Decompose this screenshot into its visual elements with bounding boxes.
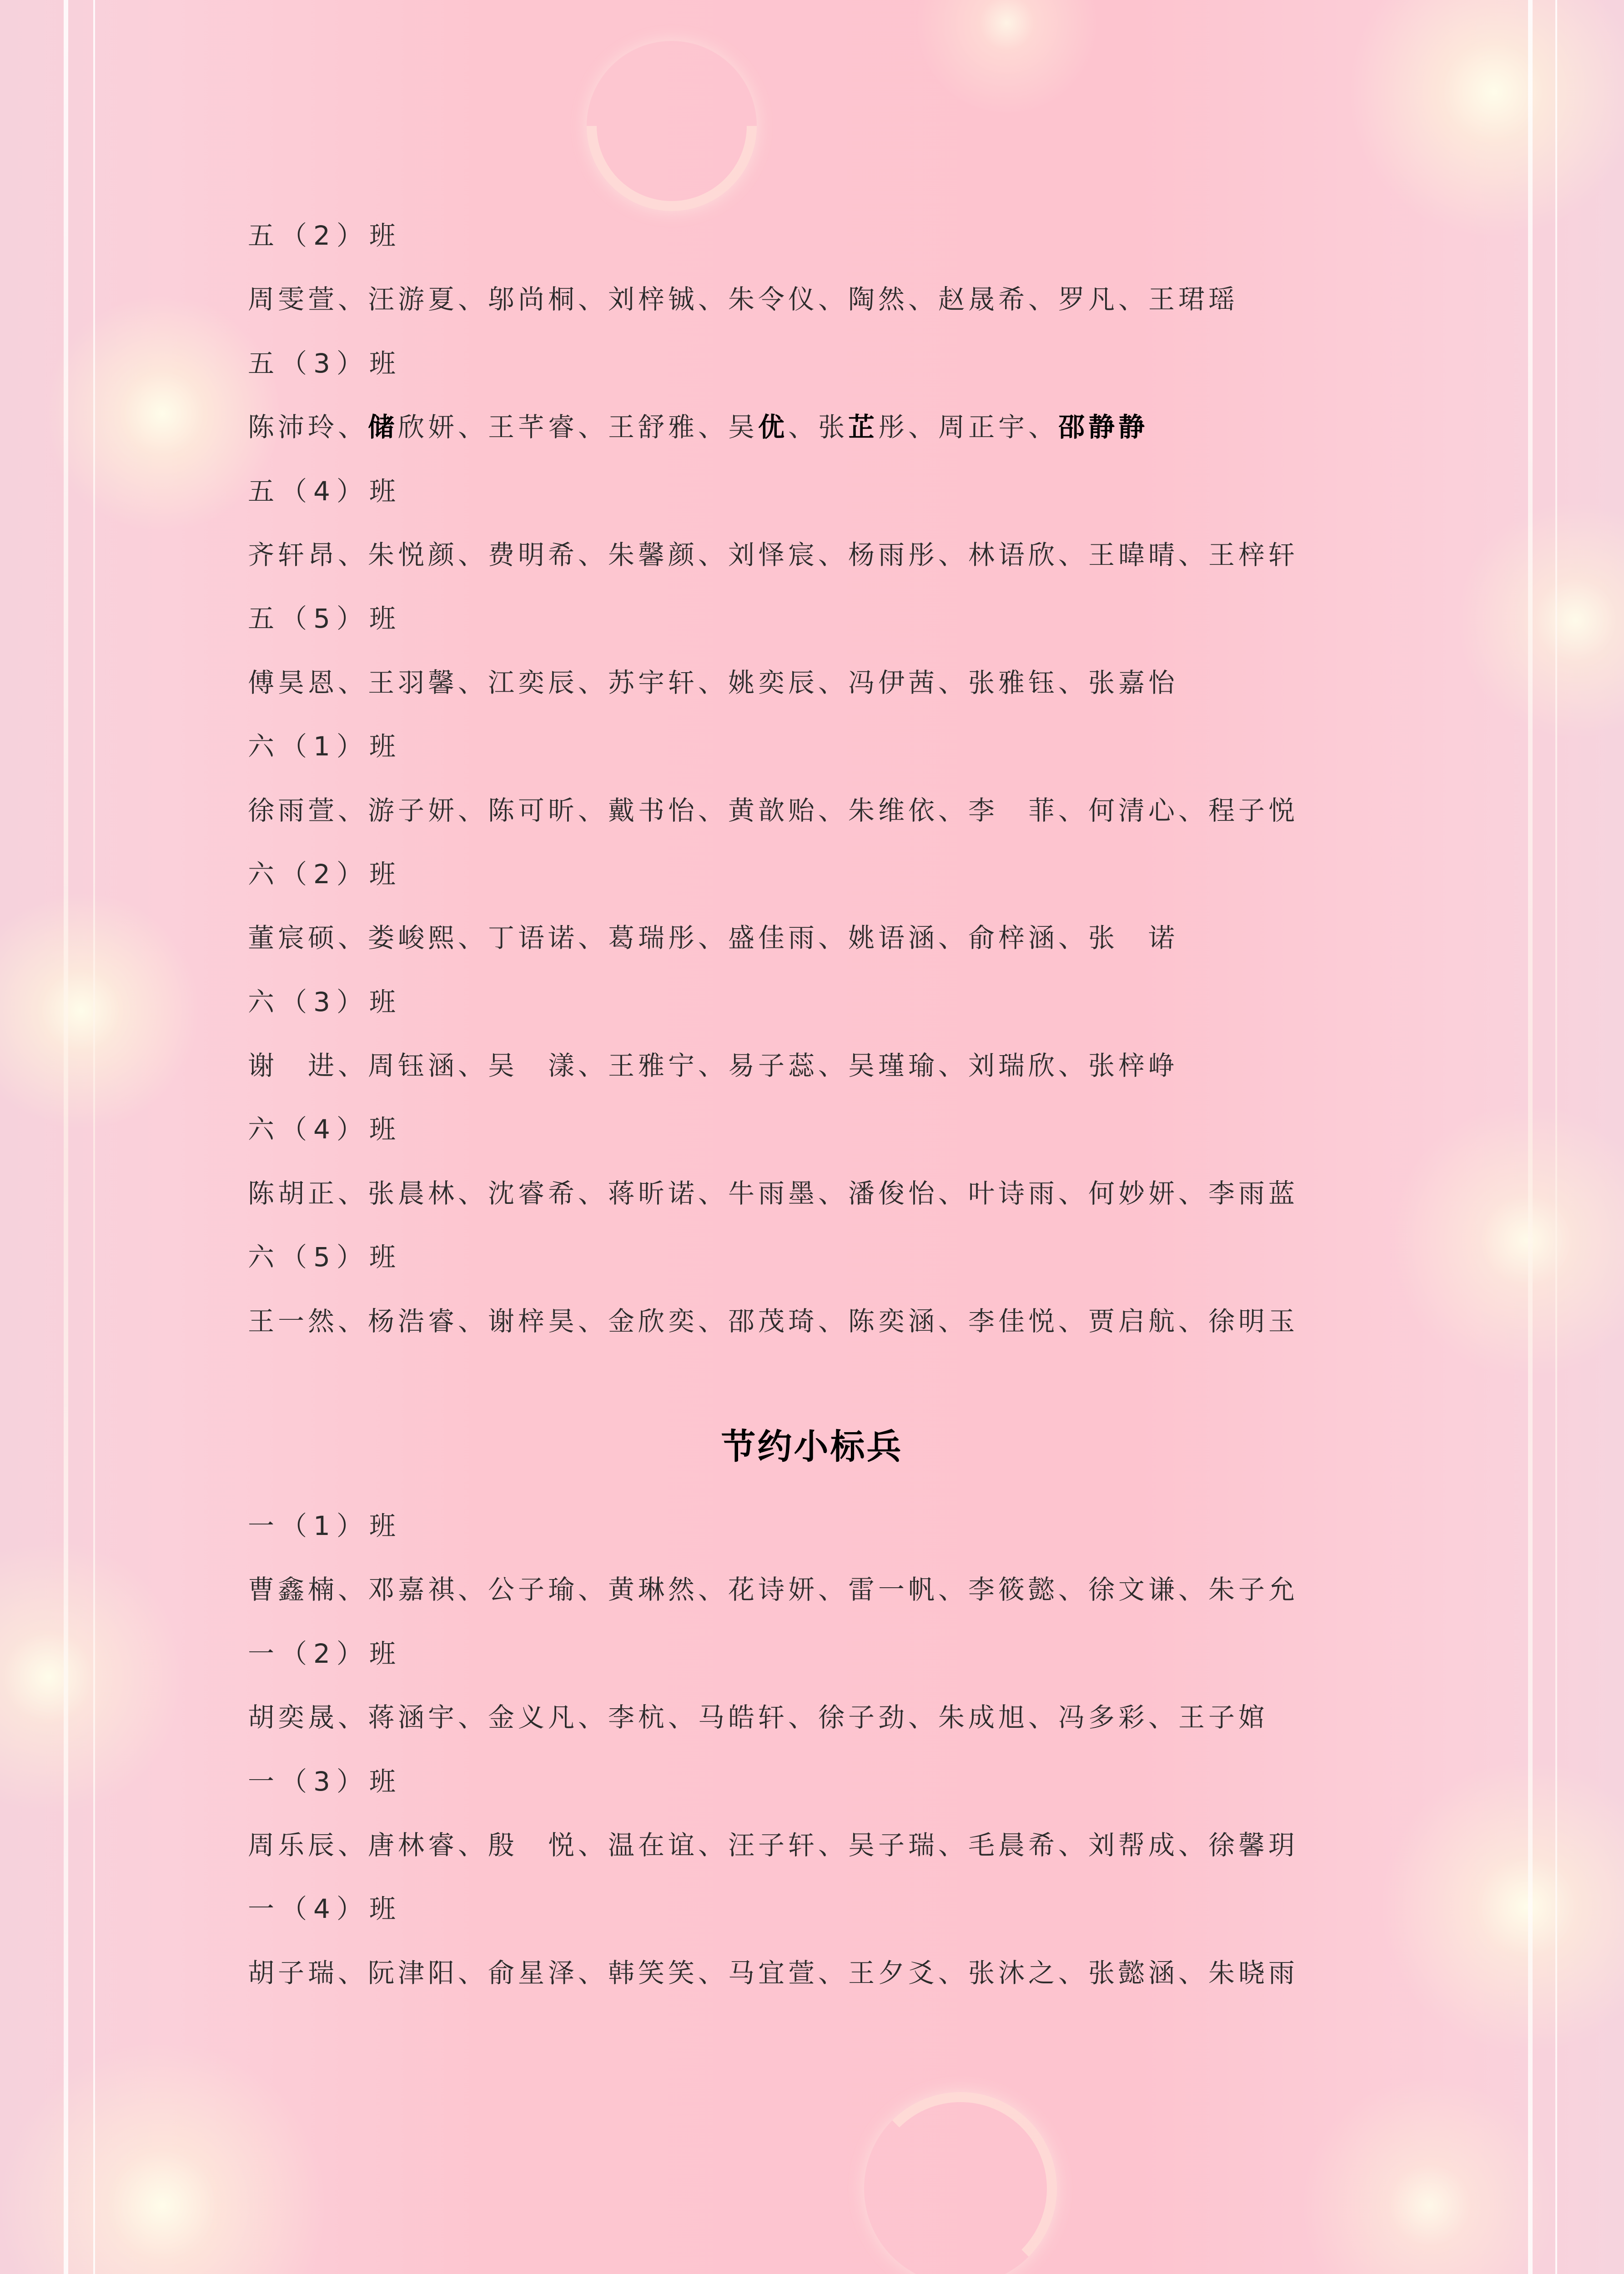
names-part-bold: 芷: [848, 412, 879, 443]
class-list-section-1: [248, 204, 1299, 1353]
class-label: 六（4）班: [248, 1114, 402, 1145]
frame-line-left-inner: [93, 0, 95, 2274]
names-part-bold: 储: [368, 412, 398, 443]
class-list-section-2: [248, 1494, 1299, 2005]
class-label: 五（4）班: [248, 475, 402, 507]
student-names: 周雯萱、汪游夏、邬尚桐、刘梓铖、朱令仪、陶然、赵晟希、罗凡、王珺瑶: [248, 284, 1239, 315]
class-label: 六（3）班: [248, 986, 402, 1017]
class-label: 五（3）班: [248, 347, 402, 379]
frame-line-right: [1528, 0, 1533, 2274]
class-label: 一（1）班: [248, 1510, 402, 1541]
student-names: 徐雨萱、游子妍、陈可昕、戴书怡、黄歆贻、朱维依、李 菲、何清心、程子悦: [248, 795, 1299, 826]
student-names: 胡奕晟、蒋涵宇、金义凡、李杭、马皓轩、徐子劲、朱成旭、冯多彩、王子婠: [248, 1702, 1269, 1733]
student-names: [248, 395, 1294, 459]
student-names: 傅昊恩、王羽馨、江奕辰、苏宇轩、姚奕辰、冯伊茜、张雅钰、张嘉怡: [248, 667, 1179, 698]
names-part-bold: 邵静静: [1058, 412, 1149, 443]
decorative-halo-bottom: [864, 2092, 1057, 2274]
student-names: 谢 进、周钰涵、吴 漾、王雅宁、易子蕊、吴瑾瑜、刘瑞欣、张梓峥: [248, 1050, 1179, 1082]
student-names: 齐轩昂、朱悦颜、费明希、朱馨颜、刘怿宸、杨雨彤、林语欣、王暐晴、王梓轩: [248, 539, 1299, 570]
student-names: 陈胡正、张晨林、沈睿希、蒋昕诺、牛雨墨、潘俊怡、叶诗雨、何妙妍、李雨蓝: [248, 1177, 1299, 1209]
names-part: 、张: [788, 412, 849, 443]
class-label: 一（2）班: [248, 1638, 402, 1669]
section-title: 节约小标兵: [721, 1426, 903, 1467]
class-label: 五（5）班: [248, 603, 402, 634]
names-part-bold: 优: [758, 412, 789, 443]
student-names: 董宸硕、娄峻熙、丁语诺、葛瑞彤、盛佳雨、姚语涵、俞梓涵、张 诺: [248, 922, 1179, 954]
names-part: 欣妍、王芊睿、王舒雅、吴: [398, 412, 759, 443]
frame-line-right-outer: [1555, 0, 1557, 2274]
names-part: 彤、周正宇、: [878, 412, 1059, 443]
student-names: 周乐辰、唐林睿、殷 悦、温在谊、汪子轩、吴子瑞、毛晨希、刘帮成、徐馨玥: [248, 1829, 1299, 1861]
student-names: 胡子瑞、阮津阳、俞星泽、韩笑笑、马宜萱、王夕爻、张沐之、张懿涵、朱晓雨: [248, 1957, 1299, 1988]
class-label: 一（4）班: [248, 1893, 402, 1925]
frame-line-left: [64, 0, 68, 2274]
class-label: 六（1）班: [248, 731, 402, 762]
class-label: 一（3）班: [248, 1766, 402, 1797]
student-names: 王一然、杨浩睿、谢梓昊、金欣奕、邵茂琦、陈奕涵、李佳悦、贾启航、徐明玉: [248, 1305, 1299, 1337]
class-label: 六（2）班: [248, 858, 402, 890]
class-label: 五（2）班: [248, 220, 402, 251]
student-names: 曹鑫楠、邓嘉祺、公子瑜、黄琳然、花诗妍、雷一帆、李筱懿、徐文谦、朱子允: [248, 1574, 1299, 1605]
class-label: 六（5）班: [248, 1242, 402, 1273]
names-part: 陈沛玲、: [248, 412, 368, 443]
